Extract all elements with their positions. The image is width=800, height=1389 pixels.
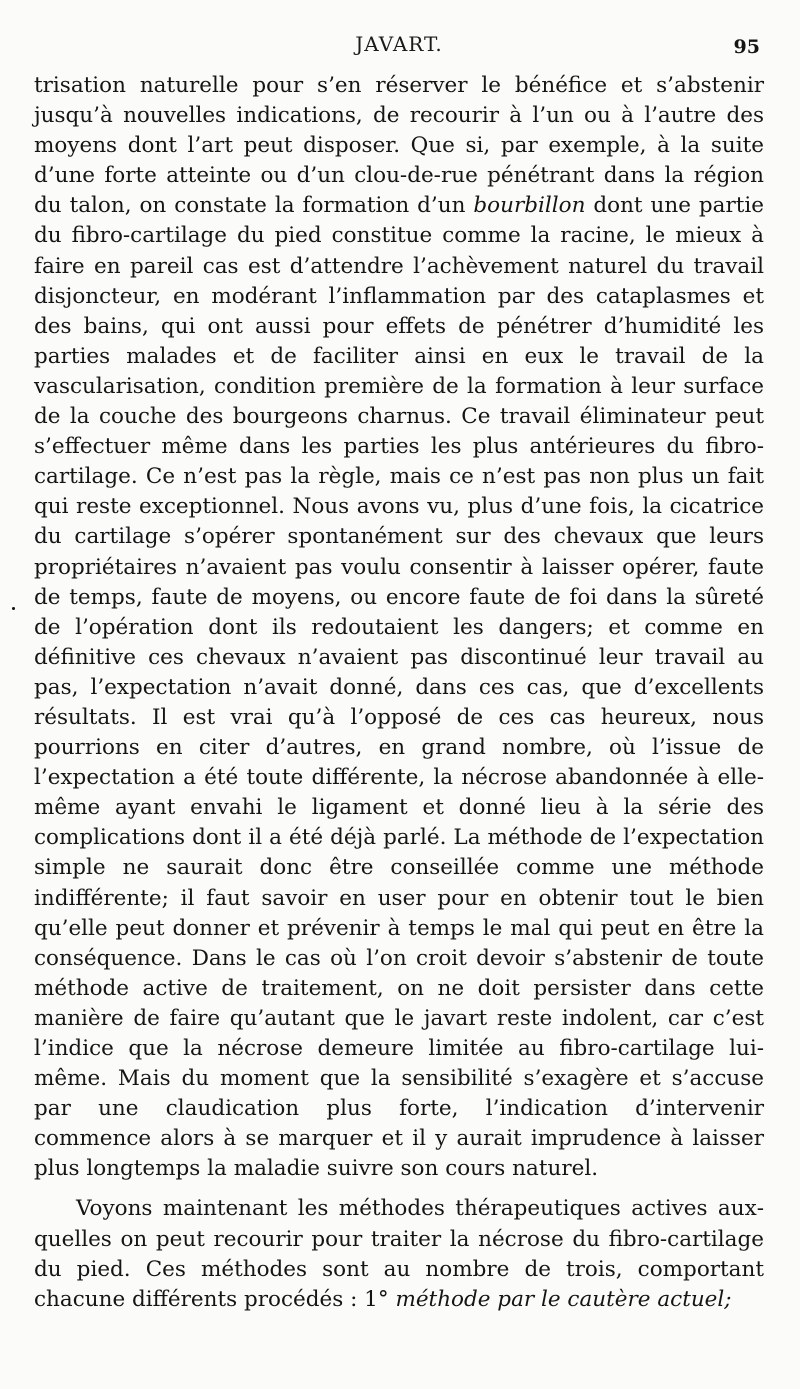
print-speck [12, 607, 15, 610]
paragraph-2-text: Voyons maintenant les méthodes thérapeutiques actives auxquelles on peut recourir pour traiter la nécrose du fibro-cartilage du pied. Ces méthodes sont au nombre de trois, comportant chacune différents procédés : 1° [34, 1196, 764, 1312]
paragraph-2 [34, 1194, 764, 1314]
page-number: 95 [733, 36, 760, 58]
body-text [34, 71, 764, 1315]
page-header [34, 28, 764, 68]
paragraph-1-text-a: trisation naturelle pour s’en réserver le bénéfice et s’abstenir jusqu’à nouvelles indications, de recourir à l’un ou à l’autre des moyens dont l’art peut disposer. Que si, par exemple, à la suite d’une forte atteinte ou d’un clou-de-rue pénétrant dans la région du talon, on constate la formation d’un [34, 73, 764, 219]
paragraph-1 [34, 71, 764, 1184]
italic-term-bourbillon: bourbillon [473, 193, 586, 219]
running-title: JAVART. [355, 32, 443, 56]
paragraph-1-text-b: dont une partie du fibro-cartilage du pied constitue comme la racine, le mieux à faire en pareil cas est d’attendre l’achèvement naturel du travail disjoncteur, en modérant l’inflammation par des cataplasmes et des bains, qui ont aussi pour effets de pénétrer d’humidité les parties malades et de faciliter ainsi en eux le travail de la vascularisation, condition première de la formation à leur surface de la couche des bourgeons charnus. Ce travail éliminateur peut s’effectuer même dans les parties les plus antérieures du fibro-cartilage. Ce n’est pas la règle, mais ce n’est pas non plus un fait qui reste exceptionnel. Nous avons vu, plus d’une fois, la cicatrice du cartilage s’opérer spontanément sur des chevaux que leurs propriétaires n’avaient pas voulu consentir à laisser opérer, faute de temps, faute de moyens, ou encore faute de foi dans la sûreté de l’opération dont ils redoutaient les dangers; et comme en définitive ces chevaux n’avaient pas discontinué leur travail au pas, l’expectation n’avait donné, dans ces cas, que d’excellents résultats. Il est vrai qu’à l’opposé de ces cas heureux, nous pourrions en citer d’autres, en grand nombre, où l’issue de l’expectation a été toute différente, la nécrose abandonnée à elle-même ayant envahi le ligament et donné lieu à la série des complications dont il a été déjà parlé. La méthode de l’expectation simple ne saurait donc être conseillée comme une méthode indifférente; il faut savoir en user pour en obtenir tout le bien qu’elle peut donner et prévenir à temps le mal qui peut en être la conséquence. Dans le cas où l’on croit devoir s’abstenir de toute méthode active de traitement, on ne doit persister dans cette manière de faire qu’autant que le javart reste indolent, car c’est l’indice que la nécrose demeure limitée au fibro-cartilage lui-même. Mais du moment que la sensibilité s’exagère et s’accuse par une claudication plus forte, l’indication d’intervenir commence alors à se marquer et il y aurait imprudence à laisser plus longtemps la maladie suivre son cours naturel. [34, 193, 764, 1182]
paragraph-2-italic-tail: méthode par le cautère actuel; [395, 1286, 732, 1312]
